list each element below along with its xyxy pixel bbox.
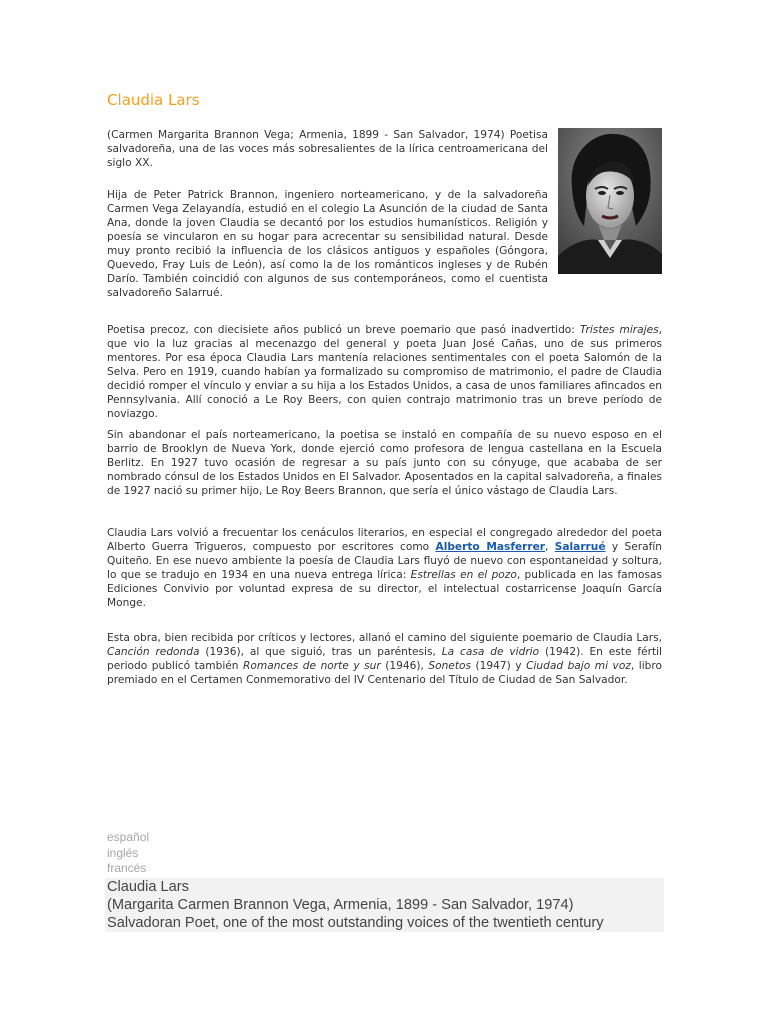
english-description: Salvadoran Poet, one of the most outstanding voices of the twentieth century [107,915,604,931]
language-links [107,830,149,877]
english-dates: (Margarita Carmen Brannon Vega, Armenia, 1899 - San Salvador, 1974) [107,897,574,913]
paragraph-2: Hija de Peter Patrick Brannon, ingeniero norteamericano, y de la salvadoreña Carmen Vega Zelayandía, estudió en el colegio La Asunción de la ciudad de Santa Ana, donde la joven Claudia se decantó por los estudios humanísticos. Religión y poesía se vincularon en su hogar para acrecentar su sensibilidad natural. Desde muy pronto recibió la influencia de los clásicos antiguos y españoles (Góngora, Quevedo, Fray Luis de León), así como la de los románticos ingleses y de Rubén Darío. También coincidió con algunos de sus contemporáneos, como el cuentista salvadoreño Salarrué. [107,189,548,299]
paragraph-6: Esta obra, bien recibida por críticos y lectores, allanó el camino del siguiente poemario de Claudia Lars, Canción redonda (1936), al que siguió, tras un paréntesis, La casa de vidrio (1942). En este fértil periodo publicó también Romances de norte y sur (1946), Sonetos (1947) y Ciudad bajo mi voz, libro premiado en el Certamen Conmemorativo del IV Centenario del Título de Ciudad de San Salvador. [107,632,662,686]
lang-link-espanol[interactable]: español [107,830,150,844]
lang-link-frances[interactable]: francés [107,861,147,875]
english-title: Claudia Lars [107,879,189,895]
paragraph-3: Poetisa precoz, con diecisiete años publicó un breve poemario que pasó inadvertido: Tristes mirajes, que vio la luz gracias al mecenazgo del general y poeta Juan José Cañas, uno de sus primeros mentores. Por esa época Claudia Lars mantenía relaciones sentimentales con el poeta Salomón de la Selva. Pero en 1919, cuando habían ya formalizado su compromiso de matrimonio, el padre de Claudia decidió romper el vínculo y enviar a su hija a los Estados Unidos, a casa de unos familiares afincados en Pennsylvania. Allí conoció a Le Roy Beers, con quien contrajo matrimonio tras un breve período de noviazgo. [107,324,662,420]
paragraph-5: Claudia Lars volvió a frecuentar los cenáculos literarios, en especial el congregado alrededor del poeta Alberto Guerra Trigueros, compuesto por escritores como Alberto Masferrer, Salarrué y Serafín Quiteño. En ese nuevo ambiente la poesía de Claudia Lars fluyó de nuevo con espontaneidad y soltura, lo que se tradujo en 1934 en una nueva entrega lírica: Estrellas en el pozo, publicada en las famosas Ediciones Convivio por voluntad expresa de su director, el intelectual costarricense Joaquín García Monge. [107,527,662,609]
paragraph-1: (Carmen Margarita Brannon Vega; Armenia, 1899 - San Salvador, 1974) Poetisa salvadoreña, una de las voces más sobresalientes de la lírica centroamericana del siglo XX. [107,129,548,169]
paragraph-4: Sin abandonar el país norteamericano, la poetisa se instaló en compañía de su nuevo esposo en el barrio de Brooklyn de Nueva York, donde ejerció como profesora de lengua castellana en la Escuela Berlitz. En 1927 tuvo ocasión de regresar a su país junto con su cónyuge, que acababa de ser nombrado cónsul de los Estados Unidos en El Salvador. Aposentados en la capital salvadoreña, a finales de 1927 nació su primer hijo, Le Roy Beers Brannon, que sería el único vástago de Claudia Lars. [107,429,662,497]
link-salarrue[interactable]: Salarrué [554,541,606,553]
link-alberto-masferrer[interactable]: Alberto Masferrer [435,541,546,553]
english-summary [105,878,664,932]
lang-link-ingles[interactable]: inglés [107,845,139,860]
page-title: Claudia Lars [107,91,200,109]
